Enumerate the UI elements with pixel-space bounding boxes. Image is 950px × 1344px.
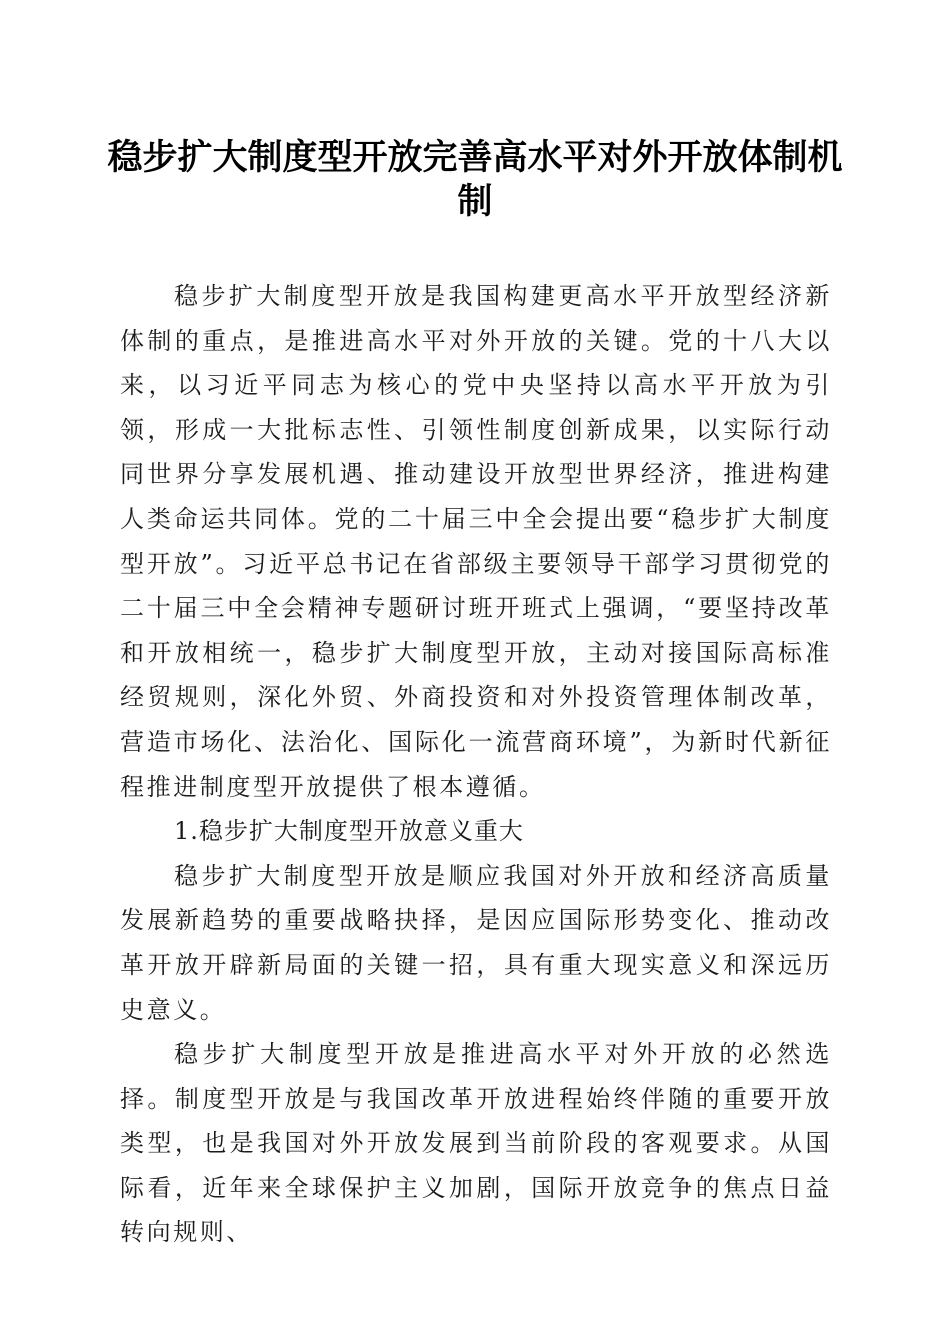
paragraph-significance: 稳步扩大制度型开放是顺应我国对外开放和经济高质量发展新趋势的重要战略抉择，是因应国际形势变化、推动改革开放开辟新局面的关键一招，具有重大现实意义和深远历史意义。 [120,861,832,1024]
document-title: 稳步扩大制度型开放完善高水平对外开放体制机制 [107,137,843,222]
paragraph-intro: 稳步扩大制度型开放是我国构建更高水平开放型经济新体制的重点，是推进高水平对外开放的关键。党的十八大以来，以习近平同志为核心的党中央坚持以高水平开放为引领，形成一大批标志性、引领性制度创新成果，以实际行动同世界分享发展机遇、推动建设开放型世界经济，推进构建人类命运共同体。党的二十届三中全会提出要“稳步扩大制度型开放”。习近平总书记在省部级主要领导干部学习贯彻党的二十届三中全会精神专题研讨班开班式上强调，“要坚持改革和开放相统一，稳步扩大制度型开放，主动对接国际高标准经贸规则，深化外贸、外商投资和对外投资管理体制改革，营造市场化、法治化、国际化一流营商环境”，为新时代新征程推进制度型开放提供了根本遵循。 [120,282,832,801]
section-heading: 1.稳步扩大制度型开放意义重大 [174,817,524,846]
paragraph-necessity: 稳步扩大制度型开放是推进高水平对外开放的必然选择。制度型开放是与我国改革开放进程始终伴随的重要开放类型，也是我国对外开放发展到当前阶段的客观要求。从国际看，近年来全球保护主义加剧，国际开放竞争的焦点日益转向规则、 [120,1040,832,1247]
document-body [120,274,832,1255]
